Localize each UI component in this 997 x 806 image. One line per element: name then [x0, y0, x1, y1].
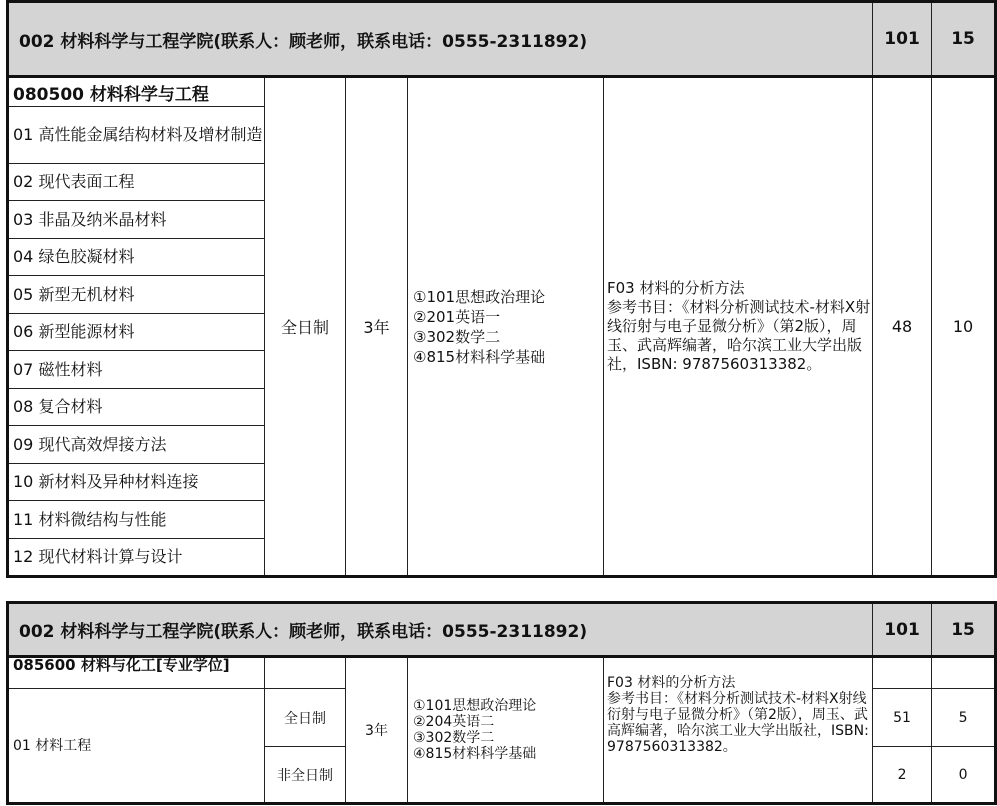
major-name: 085600 材料与化工[专业学位] [8, 657, 265, 689]
blank-cell [265, 657, 346, 689]
direction-item: 03 非晶及纳米晶材料 [8, 201, 265, 239]
exempt-quota: 5 [932, 689, 996, 747]
exempt-quota: 0 [932, 747, 996, 804]
plan-quota: 2 [873, 747, 932, 804]
direction-item: 05 新型无机材料 [8, 276, 265, 314]
admissions-table-2 [6, 601, 997, 805]
reference-books: F03 材料的分析方法 参考书目：《材料分析测试技术-材料X射线衍射与电子显微分析》（第2版），周玉、武高辉编著，哈尔滨工业大学出版社，ISBN: 9787560313382。 [604, 657, 873, 804]
direction-item: 08 复合材料 [8, 389, 265, 426]
reference-books: F03 材料的分析方法 参考书目：《材料分析测试技术-材料X射线衍射与电子显微分析》（第2版），周玉、武高辉编著，哈尔滨工业大学出版社，ISBN: 9787560313382。 [604, 77, 873, 577]
college-header-title: 002 材料科学与工程学院(联系人：顾老师，联系电话：0555-2311892) [8, 603, 873, 657]
direction-item: 02 现代表面工程 [8, 164, 265, 201]
study-mode: 全日制 [265, 77, 346, 577]
direction-item: 07 磁性材料 [8, 351, 265, 389]
direction-item: 11 材料微结构与性能 [8, 501, 265, 539]
direction-item: 01 材料工程 [8, 689, 265, 804]
direction-item: 06 新型能源材料 [8, 314, 265, 351]
blank-cell [932, 657, 996, 689]
direction-item: 04 绿色胶凝材料 [8, 239, 265, 276]
exam-subjects: ①101思想政治理论 ②204英语二 ③302数学二 ④815材料科学基础 [408, 657, 604, 804]
major-name: 080500 材料科学与工程 [8, 77, 265, 107]
direction-item: 01 高性能金属结构材料及增材制造 [8, 107, 265, 164]
exempt-quota: 10 [932, 77, 996, 577]
college-exempt-quota: 15 [932, 603, 996, 657]
direction-item: 09 现代高效焊接方法 [8, 426, 265, 464]
direction-item: 10 新材料及异种材料连接 [8, 464, 265, 501]
plan-quota: 48 [873, 77, 932, 577]
exam-subjects: ①101思想政治理论 ②201英语一 ③302数学二 ④815材料科学基础 [408, 77, 604, 577]
college-total-quota: 101 [873, 2, 932, 77]
college-exempt-quota: 15 [932, 2, 996, 77]
blank-cell [873, 657, 932, 689]
study-mode: 全日制 [265, 689, 346, 747]
direction-item: 12 现代材料计算与设计 [8, 539, 265, 577]
study-years: 3年 [346, 657, 408, 804]
plan-quota: 51 [873, 689, 932, 747]
admissions-table-1 [6, 0, 997, 578]
study-years: 3年 [346, 77, 408, 577]
college-total-quota: 101 [873, 603, 932, 657]
college-header-title: 002 材料科学与工程学院(联系人：顾老师，联系电话：0555-2311892) [8, 2, 873, 77]
study-mode: 非全日制 [265, 747, 346, 804]
